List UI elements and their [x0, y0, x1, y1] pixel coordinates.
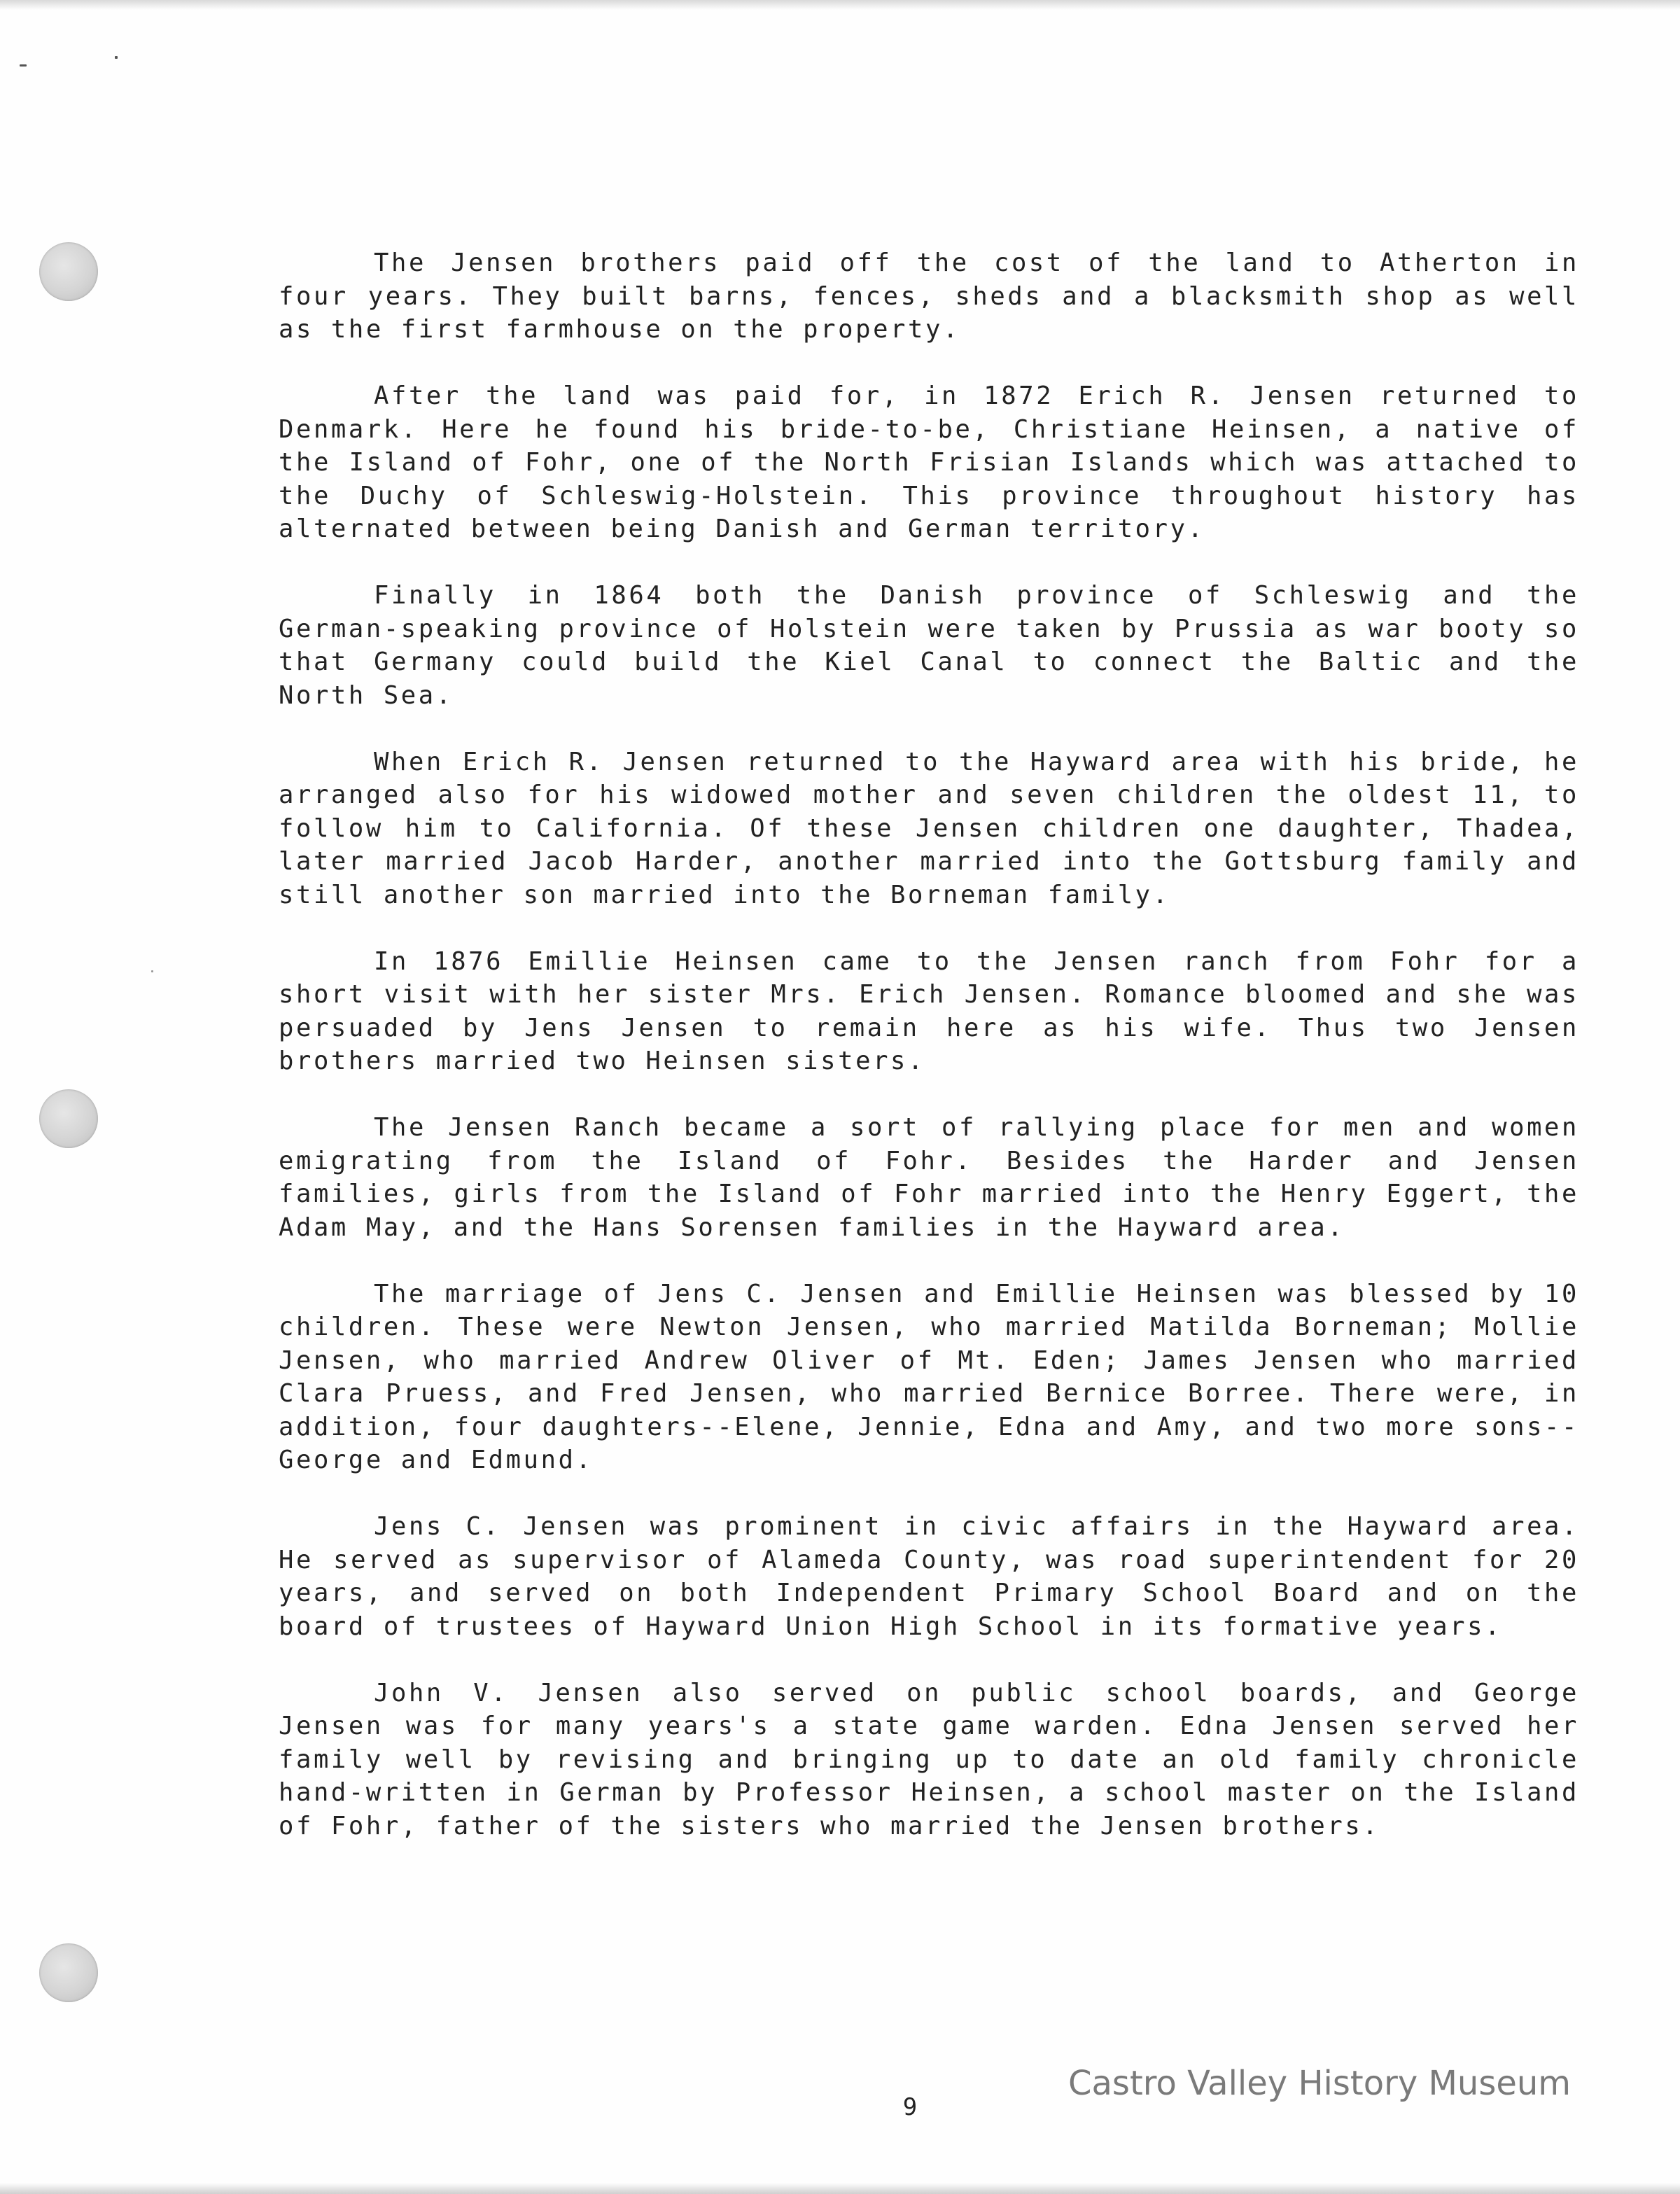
- scan-edge-top: [0, 0, 1680, 10]
- paragraph: Jens C. Jensen was prominent in civic affairs in the Hayward area. He served as supervisor of Alameda County, was road superintendent for 20 years, and served on both Independent Primary School Board and on the board of trustees of Hayward Union High School in its formative years.: [279, 1512, 1579, 1641]
- paragraph: After the land was paid for, in 1872 Erich R. Jensen returned to Denmark. Here he found his bride-to-be, Christiane Heinsen, a native of the Island of Fohr, one of the North Frisian Islands which was attached to the Duchy of Schleswig-Holstein. This province throughout history has alternated between being Danish and German territory.: [279, 382, 1579, 543]
- document-body: [279, 246, 1579, 1876]
- scan-speck: [20, 64, 27, 67]
- paragraph: In 1876 Emillie Heinsen came to the Jensen ranch from Fohr for a short visit with her sister Mrs. Erich Jensen. Romance bloomed and she was persuaded by Jens Jensen to remain here as his wife. Thus two Jensen brothers married two Heinsen sisters.: [279, 946, 1579, 1075]
- scan-speck: [151, 970, 153, 972]
- binder-hole-top: [39, 242, 98, 301]
- paragraph: The Jensen Ranch became a sort of rallying place for men and women emigrating from the Island of Fohr. Besides the Harder and Jensen families, girls from the Island of Fohr married into the Henry Eggert, the Adam May, and the Hans Sorensen families in the Hayward area.: [279, 1113, 1579, 1242]
- paragraph: The marriage of Jens C. Jensen and Emillie Heinsen was blessed by 10 children. These were Newton Jensen, who married Matilda Borneman; Mollie Jensen, who married Andrew Oliver of Mt. Eden; James Jensen who married Clara Pruess, and Fred Jensen, who married Bernice Borree. There were, in addition, four daughters--Elene, Jennie, Edna and Amy, and two more sons--George and Edmund.: [279, 1279, 1579, 1474]
- page-number: 9: [902, 2093, 918, 2121]
- paragraph: The Jensen brothers paid off the cost of the land to Atherton in four years. They built barns, fences, sheds and a blacksmith shop as well as the first farmhouse on the property.: [279, 249, 1579, 344]
- paragraph: John V. Jensen also served on public school boards, and George Jensen was for many years's a state game warden. Edna Jensen served her family well by revising and bringing up to date an old family chronicle hand-written in German by Professor Heinsen, a school master on the Island of Fohr, father of the sisters who married the Jensen brothers.: [279, 1678, 1579, 1840]
- museum-watermark: Castro Valley History Museum: [1068, 2064, 1572, 2103]
- paragraph: Finally in 1864 both the Danish province of Schleswig and the German-speaking province of Holstein were taken by Prussia as war booty so that Germany could build the Kiel Canal to connect the Baltic and the North Sea.: [279, 581, 1579, 710]
- scan-edge-bottom: [0, 2183, 1680, 2194]
- binder-hole-middle: [39, 1089, 98, 1148]
- binder-hole-bottom: [39, 1943, 98, 2002]
- paragraph: When Erich R. Jensen returned to the Hayward area with his bride, he arranged also for his widowed mother and seven children the oldest 11, to follow him to California. Of these Jensen children one daughter, Thadea, later married Jacob Harder, another married into the Gottsburg family and still another son married into the Borneman family.: [279, 747, 1579, 909]
- scan-speck: [115, 56, 118, 59]
